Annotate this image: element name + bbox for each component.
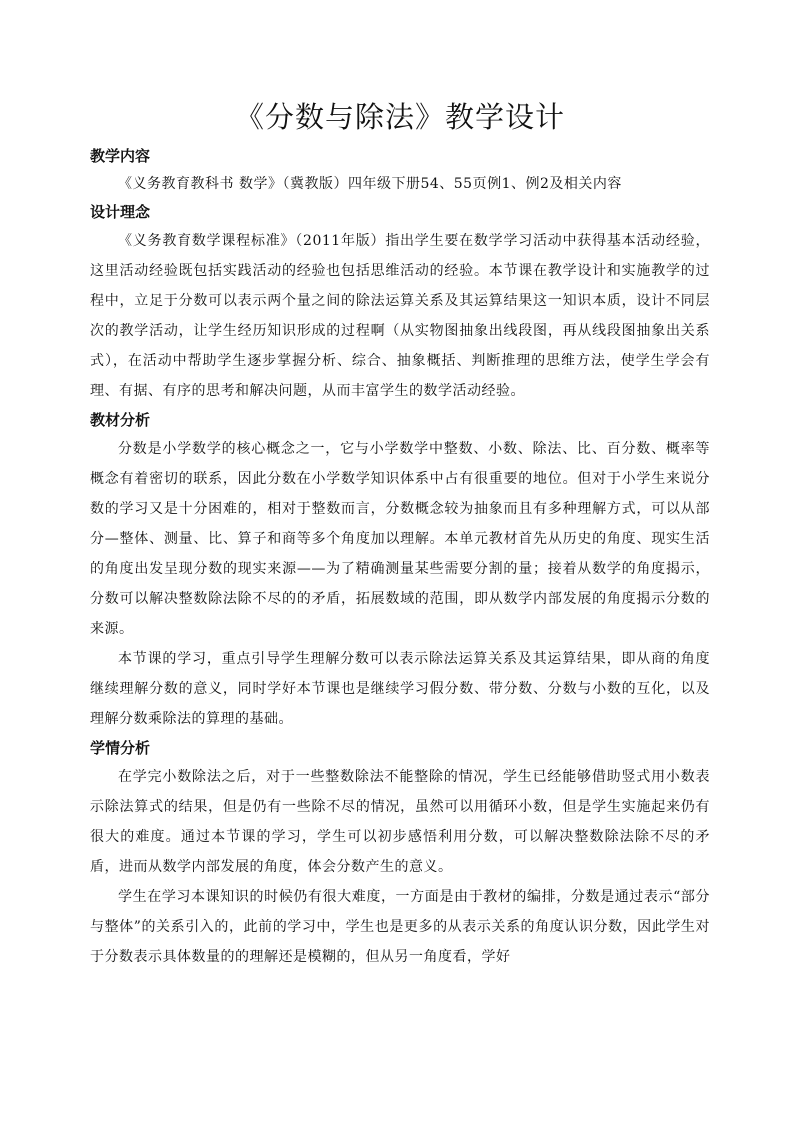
section-paragraph: 分数是小学数学的核心概念之一，它与小学数学中整数、小数、除法、比、百分数、概率等概念有着密切的联系，因此分数在小学数学知识体系中占有很重要的地位。但对于小学生来说分数的学习又是十分困难的，相对于整数而言，分数概念较为抽象而且有多种理解方式，可以从部分—整体、测量、比、算子和商等多个角度加以理解。本单元教材首先从历史的角度、现实生活的角度出发呈现分数的现实来源——为了精确测量某些需要分割的量；接着从数学的角度揭示，分数可以解决整数除法除不尽的的矛盾，拓展数域的范围，即从数学内部发展的角度揭示分数的来源。 [90,441,710,637]
section-student-analysis [90,734,710,972]
section-paragraph: 在学完小数除法之后，对于一些整数除法不能整除的情况，学生已经能够借助竖式用小数表示除法算式的结果，但是仍有一些除不尽的情况，虽然可以用循环小数，但是学生实施起来仍有很大的难度。通过本节课的学习，学生可以初步感悟利用分数，可以解决整数除法除不尽的矛盾，进而从数学内部发展的角度，体会分数产生的意义。 [90,769,710,875]
section-paragraph: 本节课的学习，重点引导学生理解分数可以表示除法运算关系及其运算结果，即从商的角度继续理解分数的意义，同时学好本节课也是继续学习假分数、带分数、分数与小数的互化，以及理解分数乘除法的算理的基础。 [90,651,710,727]
document-title: 《分数与除法》教学设计 [234,100,565,134]
section-paragraph: 学生在学习本课知识的时候仍有很大难度，一方面是由于教材的编排，分数是通过表示“部分与整体”的关系引入的，此前的学习中，学生也是更多的从表示关系的角度认识分数，因此学生对于分数表示具体数量的的理解还是模糊的，但从另一角度看，学好 [90,889,710,965]
section-paragraph: 《义务教育教科书 数学》（冀教版）四年级下册54、55页例1、例2及相关内容 [118,176,622,192]
section-heading: 学情分析 [90,739,151,757]
section-teaching-content [90,142,710,198]
section-paragraph: 《义务教育数学课程标准》（2011年版）指出学生要在数学学习活动中获得基本活动经验，这里活动经验既包括实践活动的经验也包括思维活动的经验。本节课在教学设计和实施教学的过程中，立足于分数可以表示两个量之间的除法运算关系及其运算结果这一知识本质，设计不同层次的教学活动，让学生经历知识形成的过程啊（从实物图抽象出线段图，再从线段图抽象出关系式），在活动中帮助学生逐步掌握分析、综合、抽象概括、判断推理的思维方法，使学生学会有理、有据、有序的思考和解决问题，从而丰富学生的数学活动经验。 [90,233,710,399]
section-heading: 设计理念 [90,203,151,221]
document-page [90,96,710,972]
section-design-concept [90,198,710,406]
section-heading: 教学内容 [90,147,151,165]
section-material-analysis [90,406,710,734]
section-heading: 教材分析 [90,411,151,429]
